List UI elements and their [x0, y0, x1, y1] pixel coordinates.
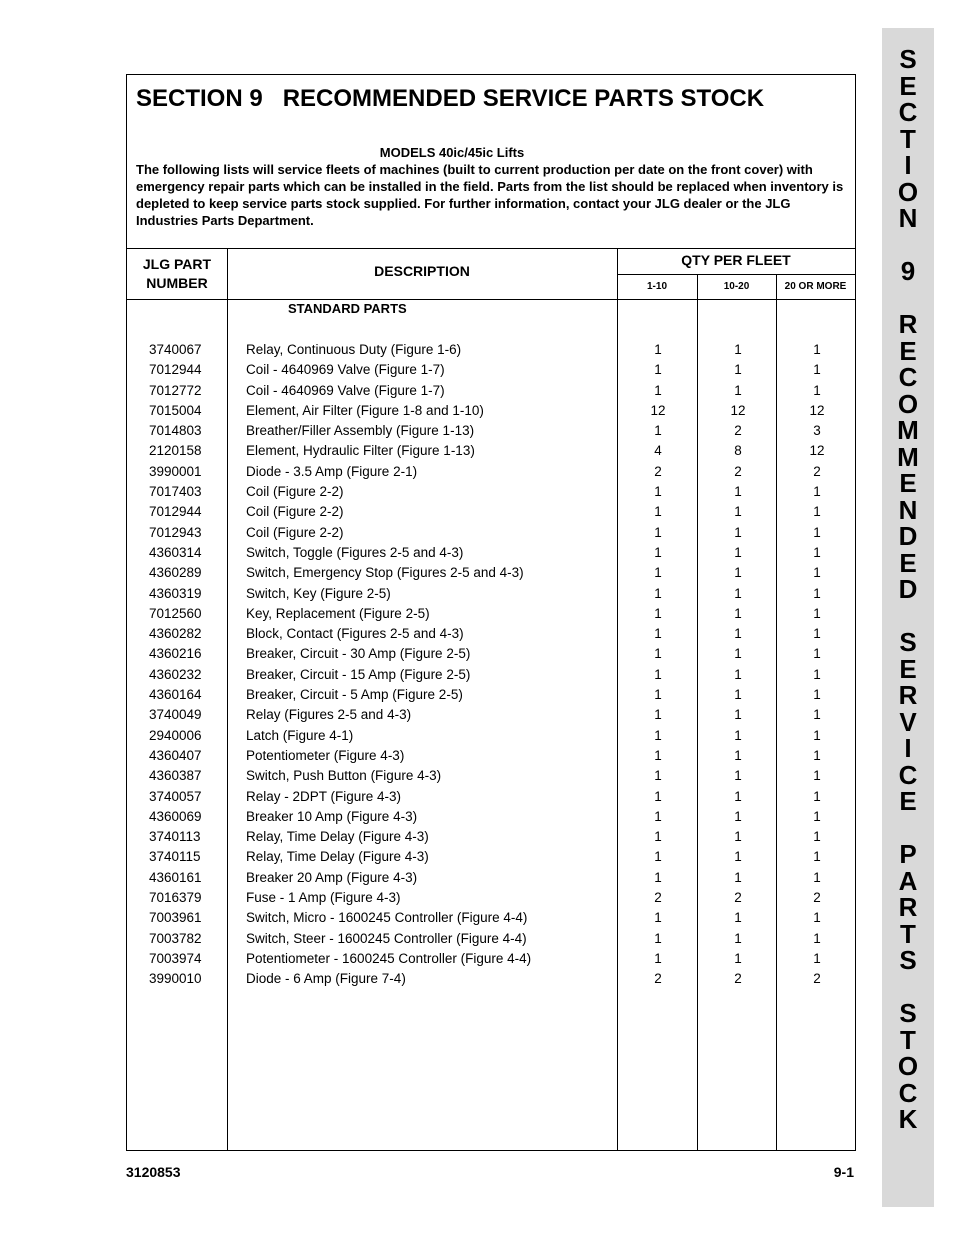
- part-number-cell: 4360319: [149, 585, 202, 601]
- side-tab-letter: O: [897, 176, 919, 207]
- table-row: [127, 381, 855, 401]
- part-number-cell: 4360069: [149, 808, 202, 824]
- qty-1-10-cell: 1: [654, 626, 662, 642]
- qty-20-plus-cell: 3: [813, 423, 821, 439]
- qty-1-10-cell: 1: [654, 544, 662, 560]
- side-tab-letter: [882, 603, 934, 630]
- table-row: [127, 827, 855, 847]
- qty-1-10-cell: 1: [654, 869, 662, 885]
- side-tab-letter: [882, 232, 934, 259]
- side-tab-letter: E: [899, 335, 917, 366]
- qty-10-20-cell: 1: [734, 342, 742, 357]
- qty-1-10-cell: 4: [654, 443, 662, 459]
- qty-10-20-cell: 1: [734, 565, 742, 581]
- qty-1-10-cell: 1: [654, 687, 662, 703]
- qty-20-plus-cell: 1: [813, 605, 821, 621]
- qty-20-plus-cell: 1: [813, 362, 821, 378]
- qty-20-plus-cell: 12: [809, 443, 825, 459]
- description-cell: Key, Replacement (Figure 2-5): [246, 605, 430, 621]
- qty-1-10-cell: 1: [654, 808, 662, 824]
- qty-10-20-cell: 1: [734, 788, 742, 804]
- qty-10-20-cell: 1: [734, 605, 742, 621]
- side-tab-letter: O: [897, 388, 919, 419]
- description-cell: Breaker 10 Amp (Figure 4-3): [246, 808, 418, 824]
- side-tab-letter: [882, 815, 934, 842]
- qty-10-20-cell: 1: [734, 950, 742, 966]
- side-tab-letter: I: [904, 733, 912, 763]
- part-number-cell: 3990010: [149, 971, 202, 987]
- side-tab-letter: P: [899, 839, 917, 869]
- qty-10-20-cell: 1: [734, 646, 742, 662]
- qty-1-10-cell: 1: [654, 646, 662, 662]
- side-tab-letter: C: [898, 362, 918, 392]
- qty-10-20-cell: 1: [734, 524, 742, 540]
- qty-20-plus-cell: 1: [813, 950, 821, 966]
- description-cell: Potentiometer - 1600245 Controller (Figure 4-4): [246, 950, 532, 966]
- page-number: 9-1: [833, 1164, 854, 1180]
- qty-20-plus-cell: 2: [813, 890, 821, 906]
- qty-10-20-cell: 1: [734, 727, 742, 743]
- qty-10-20-cell: 1: [734, 768, 742, 784]
- description-cell: Coil (Figure 2-2): [246, 504, 344, 520]
- qty-10-20-cell: 2: [734, 971, 742, 987]
- part-number-cell: 4360314: [149, 544, 202, 560]
- part-number-cell: 7012944: [149, 362, 202, 378]
- description-cell: Coil (Figure 2-2): [246, 484, 344, 500]
- side-tab-letter: S: [899, 945, 917, 975]
- qty-1-10-cell: 12: [650, 402, 666, 418]
- qty-20-plus-cell: 1: [813, 382, 821, 398]
- part-number-cell: 7003782: [149, 930, 202, 946]
- table-row: [127, 888, 855, 908]
- side-tab-letter: T: [900, 123, 916, 154]
- part-number-cell: 7016379: [149, 890, 202, 906]
- part-number-cell: 7012944: [149, 504, 202, 520]
- side-tab-letter: I: [904, 150, 912, 180]
- qty-10-20-cell: 2: [734, 463, 742, 479]
- section-side-tab: [882, 28, 934, 1207]
- description-cell: Relay (Figures 2-5 and 4-3): [246, 707, 412, 723]
- description-cell: Diode - 6 Amp (Figure 7-4): [246, 971, 406, 987]
- side-tab-letter: C: [898, 1077, 918, 1108]
- qty-10-20-cell: 1: [734, 930, 742, 946]
- side-tab-letter: 9: [900, 256, 916, 286]
- side-tab-letter: S: [899, 998, 917, 1028]
- qty-1-10-cell: 2: [654, 463, 662, 479]
- table-row: [127, 868, 855, 888]
- qty-20-plus-cell: 1: [813, 544, 821, 560]
- side-tab-letter: N: [898, 203, 918, 233]
- qty-1-10-cell: 1: [654, 910, 662, 926]
- description-cell: Breather/Filler Assembly (Figure 1-13): [246, 423, 475, 439]
- qty-10-20-cell: 1: [734, 869, 742, 885]
- qty-10-20-cell: 2: [734, 423, 742, 439]
- table-row: [127, 726, 855, 746]
- part-number-cell: 3740113: [149, 829, 201, 845]
- qty-10-20-cell: 8: [734, 443, 742, 459]
- qty-1-10-cell: 1: [654, 849, 662, 865]
- models-heading: MODELS 40ic/45ic Lifts: [379, 145, 525, 160]
- description-cell: Coil - 4640969 Valve (Figure 1-7): [246, 382, 445, 398]
- side-tab-letter: [882, 974, 934, 1001]
- part-number-cell: 4360232: [149, 666, 202, 682]
- table-row: [127, 543, 855, 563]
- table-row: [127, 665, 855, 685]
- qty-20-plus-cell: 1: [813, 808, 821, 824]
- description-cell: Breaker, Circuit - 15 Amp (Figure 2-5): [246, 666, 471, 682]
- qty-10-20-cell: 1: [734, 362, 742, 378]
- group-label-standard-parts: STANDARD PARTS: [288, 301, 407, 316]
- side-tab-letter: R: [898, 680, 918, 710]
- qty-20-plus-cell: 12: [809, 402, 825, 418]
- description-cell: Fuse - 1 Amp (Figure 4-3): [246, 890, 401, 906]
- intro-paragraph: The following lists will service fleets of machines (built to current production per date on the front cover) with emergency repair parts which can be installed in the field. Parts from the list should be replaced when inventory is depleted to keep service parts stock supplied. For further information, contact your JLG dealer or the JLG Industries Parts Department.: [136, 162, 844, 228]
- qty-1-10-cell: 1: [654, 524, 662, 540]
- col-header-qty-10-20: 10-20: [723, 281, 750, 292]
- description-cell: Breaker, Circuit - 5 Amp (Figure 2-5): [246, 687, 463, 703]
- part-number-cell: 4360216: [149, 646, 202, 662]
- table-row: [127, 847, 855, 867]
- description-cell: Switch, Push Button (Figure 4-3): [246, 768, 442, 784]
- description-cell: Breaker 20 Amp (Figure 4-3): [246, 869, 418, 885]
- description-cell: Relay, Time Delay (Figure 4-3): [246, 849, 429, 865]
- table-row: [127, 482, 855, 502]
- description-cell: Breaker, Circuit - 30 Amp (Figure 2-5): [246, 646, 471, 662]
- qty-1-10-cell: 1: [654, 727, 662, 743]
- part-number-cell: 7012560: [149, 605, 202, 621]
- col-header-qty-1-10: 1-10: [646, 281, 667, 292]
- qty-10-20-cell: 1: [734, 747, 742, 763]
- qty-1-10-cell: 2: [654, 890, 662, 906]
- qty-10-20-cell: 1: [734, 707, 742, 723]
- part-number-cell: 7014803: [149, 423, 202, 439]
- qty-10-20-cell: 12: [730, 402, 746, 418]
- qty-1-10-cell: 1: [654, 768, 662, 784]
- table-row: [127, 746, 855, 766]
- col-header-description: DESCRIPTION: [374, 263, 470, 279]
- table-row: [127, 929, 855, 949]
- side-tab-letter: T: [900, 1024, 916, 1055]
- table-row: [127, 787, 855, 807]
- qty-20-plus-cell: 1: [813, 829, 821, 845]
- table-row: [127, 462, 855, 482]
- description-cell: Potentiometer (Figure 4-3): [246, 747, 405, 763]
- part-number-cell: 7003974: [149, 950, 202, 966]
- side-tab-letter: O: [897, 1051, 919, 1081]
- description-cell: Element, Air Filter (Figure 1-8 and 1-10): [246, 402, 484, 418]
- part-number-cell: 3990001: [149, 463, 202, 479]
- table-row: [127, 969, 855, 989]
- qty-20-plus-cell: 1: [813, 666, 821, 682]
- qty-10-20-cell: 1: [734, 687, 742, 703]
- qty-20-plus-cell: 1: [813, 646, 821, 662]
- col-header-part-number: JLG PART NUMBER: [142, 256, 212, 291]
- qty-1-10-cell: 1: [654, 605, 662, 621]
- parts-table-frame: [126, 74, 856, 1151]
- side-tab-letter: D: [898, 521, 918, 551]
- qty-1-10-cell: 1: [654, 504, 662, 520]
- part-number-cell: 4360161: [149, 869, 202, 885]
- header-divider: [127, 299, 855, 300]
- side-tab-letter: D: [898, 574, 918, 604]
- part-number-cell: 7012772: [149, 382, 202, 398]
- qty-10-20-cell: 1: [734, 849, 742, 865]
- table-row: [127, 421, 855, 441]
- table-row: [127, 624, 855, 644]
- description-cell: Relay, Time Delay (Figure 4-3): [246, 829, 429, 845]
- side-tab-letter: R: [898, 309, 918, 339]
- qty-20-plus-cell: 1: [813, 747, 821, 763]
- part-number-cell: 3740067: [149, 342, 202, 357]
- part-number-cell: 4360282: [149, 626, 202, 642]
- side-tab-letter: M: [897, 441, 919, 472]
- qty-10-20-cell: 1: [734, 626, 742, 642]
- qty-1-10-cell: 1: [654, 747, 662, 763]
- qty-20-plus-cell: 1: [813, 484, 821, 500]
- part-number-cell: 7015004: [149, 402, 202, 418]
- qty-20-plus-cell: 1: [813, 687, 821, 703]
- side-tab-letter: S: [899, 44, 917, 74]
- part-number-cell: 7012943: [149, 524, 202, 540]
- table-row: [127, 604, 855, 624]
- side-tab-letter: E: [899, 547, 917, 578]
- side-tab-letter: C: [898, 97, 918, 127]
- description-cell: Diode - 3.5 Amp (Figure 2-1): [246, 463, 418, 479]
- qty-20-plus-cell: 2: [813, 971, 821, 987]
- part-number-cell: 7017403: [149, 484, 202, 500]
- part-number-cell: 3740049: [149, 707, 202, 723]
- qty-10-20-cell: 1: [734, 910, 742, 926]
- qty-10-20-cell: 1: [734, 666, 742, 682]
- side-tab-letter: T: [900, 918, 916, 949]
- qty-20-plus-cell: 1: [813, 910, 821, 926]
- qty-1-10-cell: 1: [654, 362, 662, 378]
- side-tab-letter: R: [898, 892, 918, 922]
- qty-20-plus-cell: 1: [813, 565, 821, 581]
- side-tab-letter: K: [898, 1104, 918, 1134]
- qty-20-plus-cell: 1: [813, 788, 821, 804]
- side-tab-letter: E: [899, 653, 917, 684]
- part-number-cell: 2940006: [149, 727, 202, 743]
- qty-1-10-cell: 1: [654, 342, 662, 357]
- description-cell: Block, Contact (Figures 2-5 and 4-3): [246, 626, 464, 642]
- part-number-cell: 4360289: [149, 565, 202, 581]
- qty-1-10-cell: 2: [654, 971, 662, 987]
- qty-20-plus-cell: 1: [813, 707, 821, 723]
- table-row: [127, 949, 855, 969]
- col-header-qty-per-fleet: QTY PER FLEET: [681, 252, 791, 268]
- table-row: [127, 685, 855, 705]
- qty-20-plus-cell: 1: [813, 524, 821, 540]
- qty-10-20-cell: 2: [734, 890, 742, 906]
- table-row: [127, 644, 855, 664]
- description-cell: Switch, Steer - 1600245 Controller (Figure 4-4): [246, 930, 527, 946]
- part-number-cell: 3740057: [149, 788, 202, 804]
- table-row: [127, 401, 855, 421]
- section-header: [127, 75, 855, 249]
- description-cell: Switch, Micro - 1600245 Controller (Figure 4-4): [246, 910, 528, 926]
- description-cell: Coil (Figure 2-2): [246, 524, 344, 540]
- side-tab-letter: M: [897, 415, 919, 445]
- part-number-cell: 4360387: [149, 768, 202, 784]
- side-tab-letter: C: [898, 759, 918, 790]
- side-tab-letter: [882, 285, 934, 312]
- qty-20-plus-cell: 1: [813, 626, 821, 642]
- qty-10-20-cell: 1: [734, 544, 742, 560]
- parts-list: [127, 340, 855, 990]
- qty-1-10-cell: 1: [654, 930, 662, 946]
- qty-10-20-cell: 1: [734, 504, 742, 520]
- part-number-cell: 7003961: [149, 910, 202, 926]
- col-header-qty-20-or-more: 20 OR MORE: [784, 281, 847, 292]
- description-cell: Relay, Continuous Duty (Figure 1-6): [246, 342, 462, 357]
- qty-10-20-cell: 1: [734, 829, 742, 845]
- side-tab-letter: E: [899, 468, 917, 498]
- qty-1-10-cell: 1: [654, 950, 662, 966]
- side-tab-letter: E: [899, 70, 917, 101]
- qty-10-20-cell: 1: [734, 382, 742, 398]
- page-title: SECTION 9 RECOMMENDED SERVICE PARTS STOCK: [136, 85, 765, 112]
- header-divider: [617, 274, 855, 275]
- table-row: [127, 441, 855, 461]
- table-row: [127, 908, 855, 928]
- part-number-cell: 3740115: [149, 849, 201, 865]
- side-tab-letter: A: [898, 865, 918, 896]
- qty-1-10-cell: 1: [654, 484, 662, 500]
- qty-20-plus-cell: 1: [813, 504, 821, 520]
- side-tab-letter: N: [898, 494, 918, 525]
- description-cell: Coil - 4640969 Valve (Figure 1-7): [246, 362, 445, 378]
- doc-number: 3120853: [126, 1164, 181, 1180]
- description-cell: Switch, Toggle (Figures 2-5 and 4-3): [246, 544, 464, 560]
- part-number-cell: 4360164: [149, 687, 202, 703]
- qty-20-plus-cell: 1: [813, 768, 821, 784]
- description-cell: Relay - 2DPT (Figure 4-3): [246, 788, 402, 804]
- qty-1-10-cell: 1: [654, 666, 662, 682]
- qty-20-plus-cell: 1: [813, 585, 821, 601]
- table-row: [127, 360, 855, 380]
- qty-20-plus-cell: 2: [813, 463, 821, 479]
- description-cell: Latch (Figure 4-1): [246, 727, 354, 743]
- qty-1-10-cell: 1: [654, 382, 662, 398]
- qty-1-10-cell: 1: [654, 707, 662, 723]
- table-row: [127, 340, 855, 360]
- qty-20-plus-cell: 1: [813, 930, 821, 946]
- description-cell: Element, Hydraulic Filter (Figure 1-13): [246, 443, 475, 459]
- part-number-cell: 2120158: [149, 443, 202, 459]
- table-row: [127, 523, 855, 543]
- table-row: [127, 584, 855, 604]
- qty-10-20-cell: 1: [734, 585, 742, 601]
- table-row: [127, 766, 855, 786]
- qty-1-10-cell: 1: [654, 565, 662, 581]
- qty-1-10-cell: 1: [654, 829, 662, 845]
- qty-20-plus-cell: 1: [813, 849, 821, 865]
- side-tab-letter: S: [899, 627, 917, 657]
- description-cell: Switch, Key (Figure 2-5): [246, 585, 391, 601]
- qty-10-20-cell: 1: [734, 808, 742, 824]
- description-cell: Switch, Emergency Stop (Figures 2-5 and 4-3): [246, 565, 524, 581]
- table-row: [127, 502, 855, 522]
- qty-1-10-cell: 1: [654, 585, 662, 601]
- part-number-cell: 4360407: [149, 747, 202, 763]
- qty-1-10-cell: 1: [654, 423, 662, 439]
- qty-1-10-cell: 1: [654, 788, 662, 804]
- table-row: [127, 807, 855, 827]
- side-tab-letter: V: [899, 706, 917, 737]
- qty-20-plus-cell: 1: [813, 869, 821, 885]
- qty-10-20-cell: 1: [734, 484, 742, 500]
- table-row: [127, 705, 855, 725]
- table-row: [127, 563, 855, 583]
- side-tab-letter: E: [899, 786, 917, 816]
- qty-20-plus-cell: 1: [813, 342, 821, 357]
- qty-20-plus-cell: 1: [813, 727, 821, 743]
